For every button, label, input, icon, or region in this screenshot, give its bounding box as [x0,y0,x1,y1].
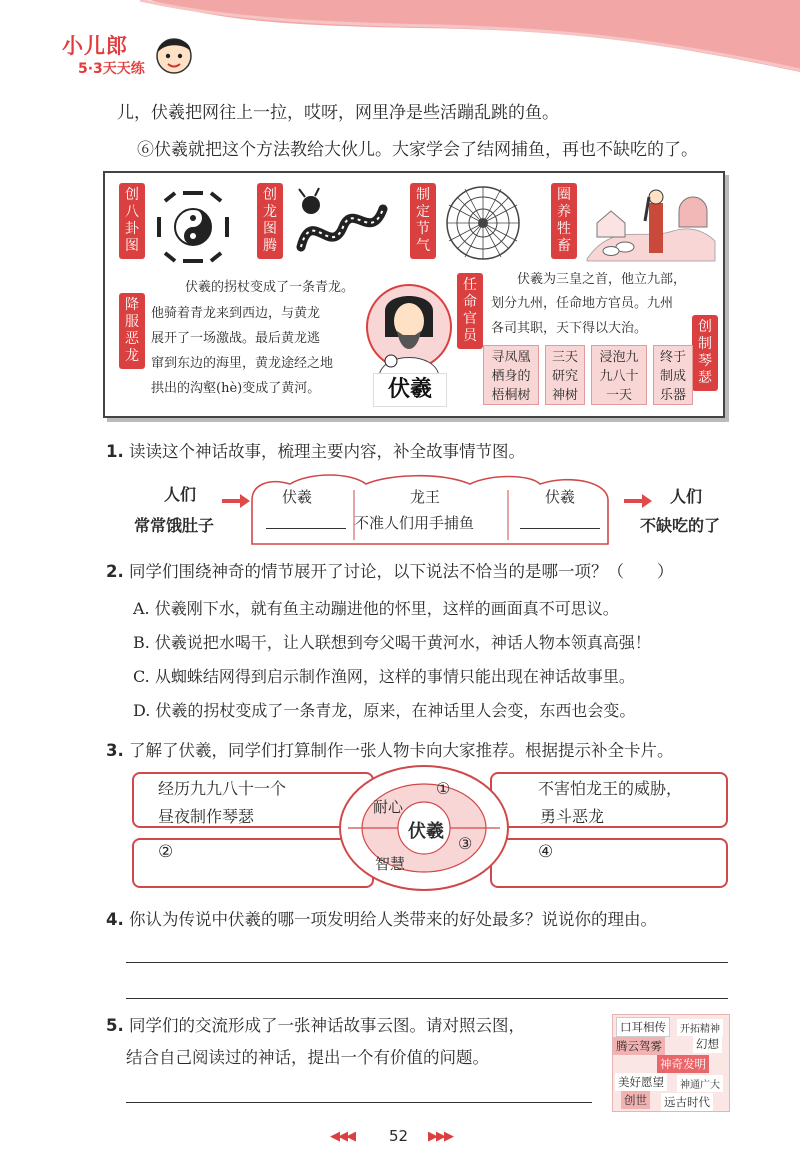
fuxi-portrait [363,281,455,381]
question-3 [106,737,674,761]
arrow-right-icon [222,494,250,508]
plot-seg1-blank[interactable] [266,528,346,529]
panel-left-line-1: 伏羲的拐杖变成了一条青龙。 [185,280,355,295]
question-5-text-1: 同学们的交流形成了一张神话故事云图。请对照云图， [129,1016,525,1035]
question-5 [106,1012,525,1036]
plot-seg2-fill: 不准人们用手捕鱼 [354,514,475,532]
fuxi-name-label: 伏羲 [373,373,447,407]
page-number: 52 [389,1127,409,1145]
trait-wisdom: 智慧 [375,855,406,873]
story-line-2: ⑥伏羲就把这个方法教给大伙儿。大家学会了结网捕鱼，再也不缺吃的了。 [137,140,698,160]
village-scene-icon [583,181,719,263]
card-tl-line-1: 经历九九八十一个 [158,779,287,798]
cell-1-line-1: 寻凤凰 [491,350,531,365]
arrow-right-icon-2 [624,494,652,508]
cell-1-line-2: 栖身的 [491,369,531,384]
trait-mark-3: ③ [458,834,473,853]
tag-subdue-dragon: 降服恶龙 [119,293,145,369]
question-3-text: 了解了伏羲，同学们打算制作一张人物卡向大家推荐。根据提示补全卡片。 [129,741,674,760]
answer-line-4b[interactable] [126,998,728,999]
cloud-word-8: 创世 [621,1091,650,1109]
question-2-number: 2. [106,562,124,581]
question-1-number: 1. [106,442,124,461]
card-tr-line-1: 不害怕龙王的威胁， [538,779,683,798]
plot-end-bottom: 不缺吃的了 [640,516,721,535]
card-bottom-right[interactable] [490,838,728,888]
panel-left-line-5: 拱出的沟壑(hè)变成了黄河。 [151,381,321,396]
question-4 [106,906,657,930]
panel-left-line-3: 展开了一场激战。最后黄龙逃 [151,331,321,346]
card-tr-line-2: 勇斗恶龙 [540,807,605,826]
answer-line-5[interactable] [126,1102,592,1103]
cloud-word-4: 幻想 [693,1035,722,1053]
plot-end-top: 人们 [670,487,703,506]
plot-start-bottom: 常常饿肚子 [134,516,215,535]
tag-bagua: 创八卦图 [119,183,145,259]
panel-left-line-4: 窜到东边的海里，黄龙途经之地 [151,356,334,371]
calendar-wheel-icon [443,183,523,263]
tag-dragon-totem: 创龙图腾 [257,183,283,259]
story-line-1: 儿，伏羲把网往上一拉，哎呀，网里净是些活蹦乱跳的鱼。 [117,103,559,123]
plot-seg3-title: 伏羲 [545,488,576,506]
cell-4-line-2: 制成 [659,369,686,384]
panel-right-line-3: 各司其职，天下得以大治。 [491,321,648,336]
cloud-word-5: 神奇发明 [657,1055,709,1073]
cell-1-line-3: 梧桐树 [491,388,531,403]
cell-3-line-1: 浸泡九 [599,350,639,365]
tag-officials: 任命官员 [457,273,483,349]
cell-3-line-2: 九八十 [599,369,639,384]
center-name: 伏羲 [408,821,444,842]
cell-2-line-1: 三天 [551,350,578,365]
bagua-icon [153,187,233,267]
question-4-number: 4. [106,910,124,929]
word-cloud [612,1014,730,1112]
trait-mark-1: ① [436,779,451,798]
option-c[interactable]: C. 从蜘蛛结网得到启示制作渔网，这样的事情只能出现在神话故事里。 [133,667,635,686]
tag-instrument: 创制琴瑟 [692,315,718,391]
question-1 [106,438,525,462]
tag-calendar: 制定节气 [410,183,436,259]
question-2-text: 同学们围绕神奇的情节展开了讨论，以下说法不恰当的是哪一项？（ ） [129,562,674,581]
panel-cell-3 [591,345,647,405]
option-b[interactable]: B. 伏羲说把水喝干，让人联想到夸父喝干黄河水，神话人物本领真高强！ [133,633,651,652]
question-1-text: 读读这个神话故事，梳理主要内容，补全故事情节图。 [129,442,525,461]
plot-seg1-title: 伏羲 [282,488,313,506]
cloud-word-9: 远古时代 [661,1093,713,1111]
cell-4-line-1: 终于 [659,350,686,365]
prev-page-arrows-icon[interactable]: ◀◀◀ [330,1129,354,1144]
panel-right-line-1: 伏羲为三皇之首，他立九部， [517,272,687,287]
cloud-word-1: 口耳相传 [616,1017,670,1037]
cloud-word-6: 美好愿望 [615,1073,667,1091]
question-5-number: 5. [106,1016,124,1035]
brand-logo: 小儿郎 [62,34,128,58]
tag-livestock: 圈养牲畜 [551,183,577,259]
panel-cell-4 [653,345,693,405]
cell-3-line-3: 一天 [605,388,632,403]
brand-subtitle: 5·3天天练 [78,61,145,77]
cloud-word-2: 开拓精神 [677,1019,723,1036]
next-page-arrows-icon[interactable]: ▶▶▶ [428,1129,452,1144]
card-br-marker: ④ [538,842,554,862]
cell-4-line-3: 乐器 [659,388,686,403]
cloud-word-7: 神通广大 [677,1075,723,1092]
mascot-boy-icon [150,28,198,78]
panel-right-line-2: 划分九州，任命地方官员。九州 [491,296,674,311]
plot-start-top: 人们 [164,485,197,504]
plot-seg3-blank[interactable] [520,528,600,529]
cell-2-line-2: 研究 [551,369,578,384]
card-tl-line-2: 昼夜制作琴瑟 [158,807,255,826]
option-d[interactable]: D. 伏羲的拐杖变成了一条青龙，原来，在神话里人会变，东西也会变。 [133,701,636,720]
panel-cell-1 [483,345,539,405]
cell-2-line-3: 神树 [551,388,578,403]
panel-cell-2 [545,345,585,405]
question-4-text: 你认为传说中伏羲的哪一项发明给人类带来的好处最多？说说你的理由。 [129,910,657,929]
option-a[interactable]: A. 伏羲刚下水，就有鱼主动蹦进他的怀里，这样的画面真不可思议。 [133,599,619,618]
question-5-text-2: 结合自己阅读过的神话，提出一个有价值的问题。 [126,1048,489,1067]
card-bl-marker: ② [158,842,174,862]
dragon-totem-icon [291,187,391,267]
panel-left-line-2: 他骑着青龙来到西边，与黄龙 [151,306,321,321]
question-2 [106,558,674,582]
answer-line-4a[interactable] [126,962,728,963]
plot-cloud-shape [240,470,620,550]
trait-patience: 耐心 [373,798,404,816]
plot-seg2-title: 龙王 [410,488,441,506]
cloud-word-3: 腾云驾雾 [613,1037,665,1055]
question-3-number: 3. [106,741,124,760]
